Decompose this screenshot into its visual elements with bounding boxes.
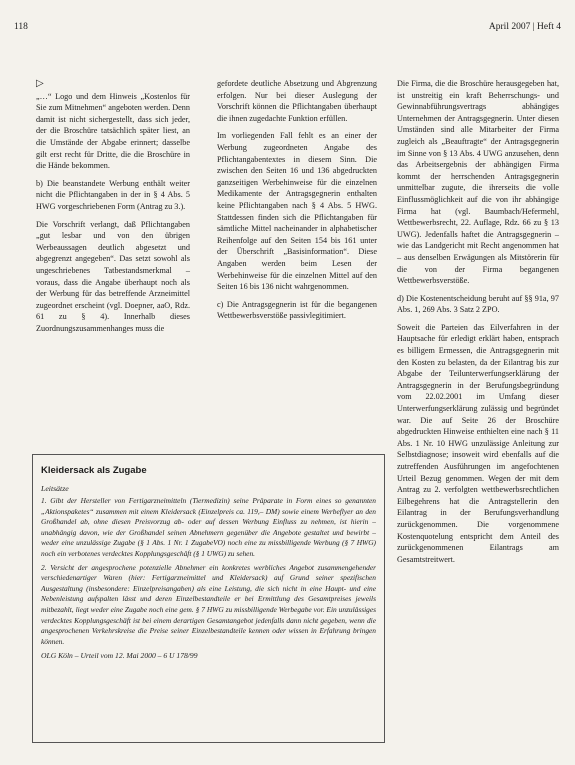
paragraph: d) Die Kostenentscheidung beruht auf §§ 91a, 97 Abs. 1, 269 Abs. 3 Satz 2 ZPO. xyxy=(397,293,559,315)
case-title: Kleidersack als Zugabe xyxy=(41,465,147,476)
headnote: 1. Gibt der Hersteller von Fertigarzneimitteln (Tiermedizin) seine Präparate in Form eines so genannten „Aktionspaketes“ zusammen mit einem Kleidersack (Einzelpreis ca. 119,– DM) sowie einem Werbeflyer an den Großhandel ab, ohne diesen Preisvorzug ab- oder auf dessen Werbung Einfluss zu nehmen, ist hierin – unabhängig davon, wie der Großhandel seinen Abnehmern gegenüber die Angebote gestaltet und bewirbt – weder eine unzulässige Zugabe (§ 1 Abs. 1 Nr. 1 ZugabeVO) noch eine zu missbilligende Werbung (§ 7 HWG) noch ein verbotenes verdecktes Kopplungsgeschäft (§ 1 UWG) zu sehen. xyxy=(41,496,376,558)
text-column-left xyxy=(36,78,190,340)
case-source: OLG Köln – Urteil vom 12. Mai 2000 – 6 U 178/99 xyxy=(41,651,198,661)
continuation-marker-icon: ▷ xyxy=(36,78,44,89)
issue-label: April 2007 | Heft 4 xyxy=(488,22,561,32)
paragraph: b) Die beanstandete Werbung enthält weiter nicht die Pflichtangaben in der in § 4 Abs. 5 HWG vorgeschriebenen Form (Antrag zu 3.). xyxy=(36,178,190,211)
headnote: 2. Versicht der angesprochene potenzielle Abnehmer ein konkretes werbliches Angebot zusammengehender verschiedenartiger Waren (hier: Fertigarzneimittel und Kleidersack) auf Grund seiner spezifischen Ausgestaltung (insbesondere: Einzelpreisangaben) als eine Leistung, die sich nicht in eine Haupt- und eine Nebenleistung aufspalten lässt und deren Einzelbestandteile er bei Ermittlung des Gesamtpreises jeweils mitbezahlt, liegt weder eine Zugabe noch eine gem. § 7 HWG zu missbilligende Werbegabe vor. Ein unzulässiges verdecktes Kopplungsgeschäft ist bei einem derartigen Gesamtangebot jedenfalls dann nicht gegeben, wenn die angesprochenen Verkehrskreise die Preise seiner Einzelbestandteile kennen oder wissen in Erfahrung bringen können. xyxy=(41,562,376,646)
case-box xyxy=(32,454,385,743)
page-number: 118 xyxy=(14,22,28,32)
paragraph: c) Die Antragsgegnerin ist für die begangenen Wettbewerbsverstöße passivlegitimiert. xyxy=(217,299,377,321)
text-column-middle xyxy=(217,78,377,328)
paragraph: Die Vorschrift verlangt, daß Pflichtangaben „gut lesbar und von den übrigen Werbeaussagen deutlich abgesetzt und abgegrenzt angegeben“. Das setzt sowohl als ungeschriebenes Tatbestandsmerkmal – voraus, dass die Angabe überhaupt noch als der Werbung für das betreffende Arzneimittel zugeordnet erscheint (vgl. Doepner, aaO, Rdz. 61 zu § 4). Innerhalb dieses Zuordnungszusammenhanges muss die xyxy=(36,219,190,333)
paragraph: Die Firma, die die Broschüre herausgegeben hat, ist unstreitig ein kraft Beherrschungs- und Gewinnabführungsvertrags abhängiges Unternehmen der Antragsgegnerin. Unter diesen Umständen sind alle Mitarbeiter der Firma zugleich als „Beauftragte“ der Antragsgegnerin im Sinne von § 13 Abs. 4 UWG anzusehen, denn das Arbeitsergebnis der abhängigen Firma kommt der herrschenden Antragsgegnerin unmittelbar zugute, die ihrerseits die volle Einflussmöglichkeit auf die von ihr abhängige Firma hat (vgl. Baumbach/Hefermehl, Wettbewerbsrecht, 22. Auflage, Rdz. 66 zu § 13 UWG). Jedenfalls haftet die Antragsgegnerin – wie das Landgericht mit Recht angenommen hat – aus denselben Erwägungen als Mitstörerin für die von der Firma begangenen Wettbewerbsverstöße. xyxy=(397,79,559,286)
paragraph: gefordete deutliche Absetzung und Abgrenzung erfolgen. Nur bei dieser Auslegung der Vorschrift können die Pflichtangaben überhaupt die ihnen zugedachte Funktion erfüllen. xyxy=(217,79,377,123)
text-column-right xyxy=(397,78,559,571)
case-subtitle: Leitsätze xyxy=(41,484,69,493)
paragraph: „…“ Logo und dem Hinweis „Kostenlos für Sie zum Mitnehmen“ angeboten werden. Denn damit ist nicht sichergestellt, dass sich jeder, der die Broschüre tatsächlich später liest, an die Umstände der Abgabe erinnert; dasselbe gilt erst recht für Dritte, die die Broschüre in die Hände bekommen. xyxy=(36,91,190,171)
paragraph: Soweit die Parteien das Eilverfahren in der Hauptsache für erledigt erklärt haben, entsprach es billigem Ermessen, die Antragsgegnerin mit den Kosten zu belasten, da der Eilantrag bis zur Abgabe der Teilunterwerfungserklärung der Antragsgegnerin in der Berufungsbegründung vom 22.02.2001 im Umfang dieser Unterwerfungserklärung zulässig und begründet war. Die auf Seite 26 der Broschüre abgedruckten Hinweise enthielten eine nach § 11 Abs. 1 Nr. 10 HWG unzulässige Anleitung zur Selbstdiagnose; insoweit wird ebenfalls auf die zutreffenden Ausführungen im angefochtenen Urteil Bezug genommen. Wegen der mit dem Antrag zu 2. verfolgten wettbewerbsrechtlichen Eilbegehrens hat die Antragstellerin den Eilantrag in der Berufungsverhandlung zurückgenommen. Die vorgenommene Kostenquotelung entspricht dem Anteil des zurückgenommenen Eilantrags am Gesamtstreitwert. xyxy=(397,322,559,564)
paragraph: Im vorliegenden Fall fehlt es an einer der Werbung zugeordneten Angabe des Pflichtangabentextes in diesem Sinn. Die zwischen den Seiten 16 und 136 abgedruckten ganzseitigen Werbehinweise für die einzelnen Medikamente der Antragsgegnerin enthalten keine Pflichtangaben nach § 4 Abs. 5 HWG. Stattdessen finden sich die Pflichtangaben für sämtliche Mittel nacheinander in alphabetischer Reihenfolge auf den Seiten 154 bis 161 unter der Überschrift „Basisinformation“. Diese Angaben werden beim Lesen der Werbehinweise für die einzelnen Mittel auf den Seiten 16 bis 136 nicht wahrgenommen. xyxy=(217,131,377,292)
page-header xyxy=(14,22,561,36)
